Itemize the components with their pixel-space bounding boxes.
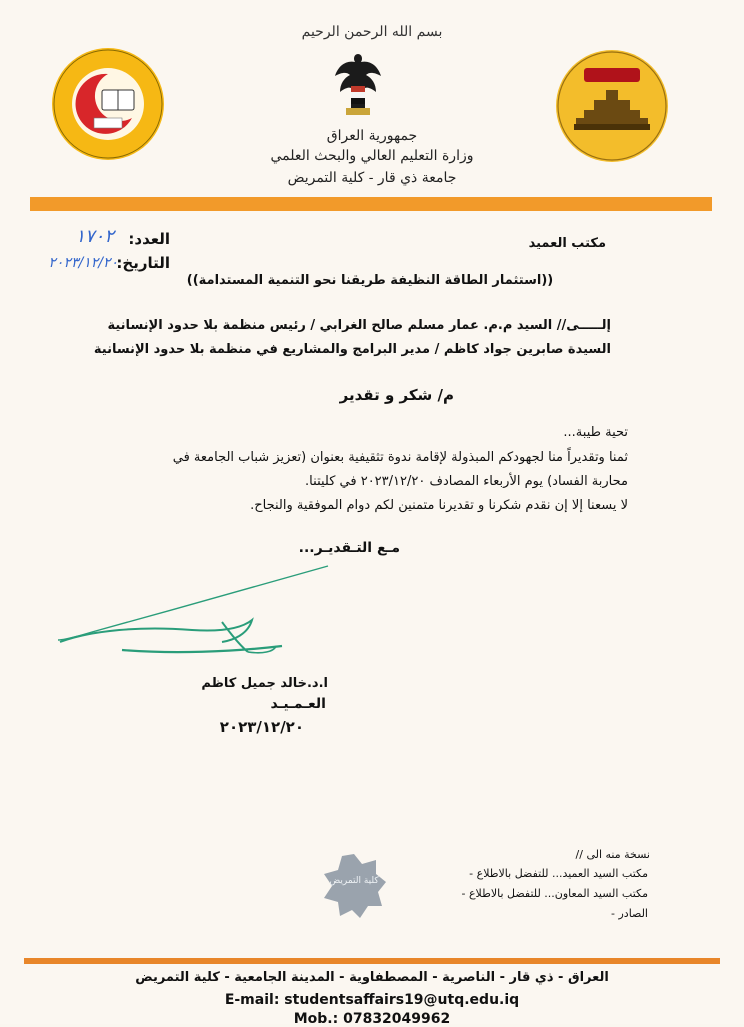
greeting: تحية طيبة...: [563, 425, 628, 440]
header-republic: جمهورية العراق: [326, 128, 418, 144]
letter-subject: ((استثمار الطاقة النظيفة طريقنا نحو التنمية المستدامة)): [186, 273, 554, 288]
list-item: مكتب السيد المعاون... للتفضل بالاطلاع -: [462, 884, 648, 904]
basmala: بسم الله الرحمن الرحيم: [301, 24, 443, 40]
footer-mobile: Mob.: 07832049962: [293, 1011, 451, 1027]
list-item: مكتب السيد العميد... للتفضل بالاطلاع -: [462, 864, 648, 884]
footer-divider-bar: [24, 958, 720, 964]
signatory-name: ا.د.خالد جميل كاظم: [201, 676, 328, 691]
header-ministry: وزارة التعليم العالي والبحث العلمي: [270, 148, 474, 164]
university-of-thi-qar-logo: [554, 48, 670, 164]
letter-body: [68, 446, 628, 518]
number-label: العدد:: [128, 230, 170, 248]
stamp-text: كلية التمريض: [329, 876, 379, 886]
copies-heading: نسخة منه الى //: [575, 848, 650, 861]
signature-date: ٢٠٢٣/١٢/٢٠: [219, 718, 304, 736]
signatory-title: العـمـيـد: [270, 696, 326, 712]
closing: مـع التـقديـر...: [298, 540, 400, 556]
date-label: التاريخ:: [116, 254, 170, 272]
header-university: جامعة ذي قار - كلية التمريض: [287, 170, 457, 186]
number-value: ١٧٠٢: [75, 226, 114, 247]
header-divider-bar: [30, 197, 712, 211]
college-stamp: [320, 852, 388, 920]
body-line: محاربة الفساد) يوم الأربعاء المصادف ٢٠٢٣/١٢/٢٠ في كليتنا.: [305, 474, 628, 489]
recipient-line-2: السيدة صابرين جواد كاظم / مدير البرامج والمشاريع في منظمة بلا حدود الإنسانية: [93, 342, 611, 357]
body-line: لا يسعنا إلا إن نقدم شكرنا و تقديرنا متمنين لكم دوام الموفقية والنجاح.: [250, 498, 628, 513]
department-label: مكتب العميد: [528, 236, 606, 251]
copies-list: [462, 864, 648, 924]
eagle-emblem-icon: [332, 50, 384, 120]
footer-address: العراق - ذي قار - الناصرية - المصطفاوية - المدينة الجامعية - كلية التمريض: [135, 970, 609, 985]
handwritten-signature: [52, 560, 342, 670]
footer-email[interactable]: E-mail: studentsaffairs19@utq.edu.iq: [224, 992, 520, 1008]
list-item: الصادر -: [462, 904, 648, 924]
body-line: ثمنا وتقديراً منا لجهودكم المبذولة لإقامة ندوة تثقيفية بعنوان (تعزيز شباب الجامعة في: [172, 450, 628, 465]
recipient-line-1: إلـــــى// السيد م.م. عمار مسلم صالح الغرابي / رئيس منظمة بلا حدود الإنسانية: [107, 318, 611, 333]
date-value: ٢٠٢٣/١٢/٢٠: [48, 255, 118, 271]
college-of-nursing-logo: [50, 46, 166, 162]
regarding-line: م/ شكر و تقدير: [339, 386, 454, 404]
